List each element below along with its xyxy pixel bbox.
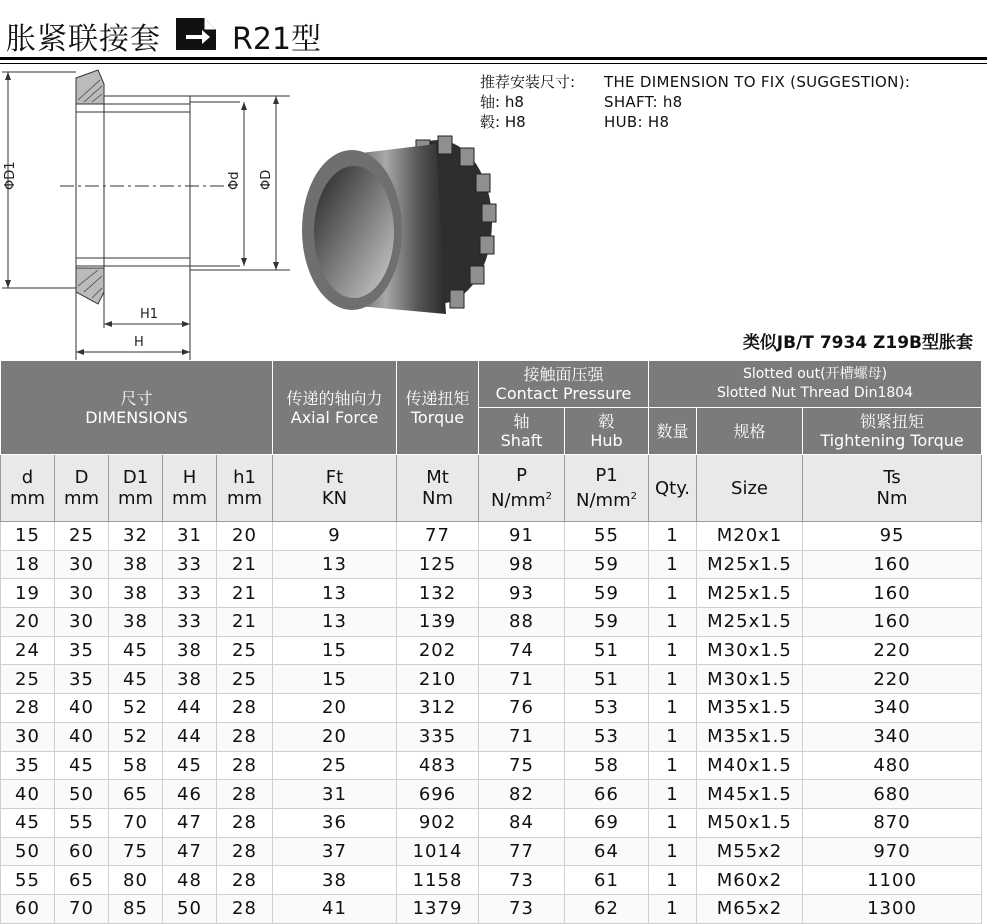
table-cell: 220 <box>803 665 982 694</box>
column-header <box>397 455 479 522</box>
table-cell: 52 <box>109 722 163 751</box>
axial-force-header <box>273 361 397 455</box>
column-unit-text: N/mm <box>491 490 546 511</box>
table-cell: 75 <box>479 751 565 780</box>
table-cell: 1 <box>649 866 697 895</box>
table-cell: M25x1.5 <box>697 608 803 637</box>
table-cell: 37 <box>273 837 397 866</box>
table-cell: 38 <box>109 550 163 579</box>
table-cell: 58 <box>565 751 649 780</box>
size-cn: 规格 <box>733 421 766 441</box>
table-body <box>1 522 982 924</box>
table-cell: 59 <box>565 550 649 579</box>
shaft-header <box>479 408 565 455</box>
column-unit-text: mm <box>117 488 154 509</box>
header-row-1 <box>1 361 982 408</box>
column-header <box>697 455 803 522</box>
column-header <box>163 455 217 522</box>
table-cell: M25x1.5 <box>697 579 803 608</box>
table-cell: 20 <box>217 522 273 551</box>
table-cell: 15 <box>1 522 55 551</box>
column-unit <box>565 486 648 511</box>
table-cell: 38 <box>273 866 397 895</box>
table-cell: 77 <box>397 522 479 551</box>
table-cell: M60x2 <box>697 866 803 895</box>
hub-header <box>565 408 649 455</box>
table-cell: 46 <box>163 780 217 809</box>
table-cell: 84 <box>479 808 565 837</box>
table-cell: 70 <box>109 808 163 837</box>
table-cell: M40x1.5 <box>697 751 803 780</box>
table-cell: 13 <box>273 579 397 608</box>
table-cell: 64 <box>565 837 649 866</box>
table-row <box>1 780 982 809</box>
table-cell: 61 <box>565 866 649 895</box>
table-cell: 28 <box>1 694 55 723</box>
qty-cn: 数量 <box>656 421 689 441</box>
table-cell: 13 <box>273 608 397 637</box>
table-row <box>1 636 982 665</box>
table-row <box>1 722 982 751</box>
table-cell: 1 <box>649 694 697 723</box>
table-cell: 1 <box>649 780 697 809</box>
column-unit <box>1 488 54 509</box>
table-cell: 33 <box>163 608 217 637</box>
slotted-line1: Slotted out(开槽螺母) <box>742 366 888 382</box>
table-cell: 38 <box>163 636 217 665</box>
tightening-en: Tightening Torque <box>820 431 964 450</box>
title-rule <box>0 57 987 60</box>
table-cell: 28 <box>217 837 273 866</box>
table-cell: M45x1.5 <box>697 780 803 809</box>
column-header <box>217 455 273 522</box>
table-cell: 70 <box>55 894 109 923</box>
table-cell: 33 <box>163 550 217 579</box>
table-cell: 1100 <box>803 866 982 895</box>
table-cell: 60 <box>55 837 109 866</box>
table-cell: 44 <box>163 694 217 723</box>
table-cell: 335 <box>397 722 479 751</box>
table-cell: 1158 <box>397 866 479 895</box>
slotted-nut-header <box>649 361 982 408</box>
table-cell: 25 <box>1 665 55 694</box>
column-unit-text: mm <box>171 488 208 509</box>
table-cell: 73 <box>479 866 565 895</box>
column-symbol: Ts <box>883 467 901 488</box>
table-cell: 21 <box>217 550 273 579</box>
table-row <box>1 837 982 866</box>
contact-cn: 接触面压强 <box>523 365 604 384</box>
column-unit <box>55 488 108 509</box>
note-en: HUB: H8 <box>604 113 670 131</box>
table-cell: 44 <box>163 722 217 751</box>
table-row <box>1 808 982 837</box>
table-cell: 1014 <box>397 837 479 866</box>
table-cell: 35 <box>55 665 109 694</box>
column-symbol: D <box>74 467 89 488</box>
table-cell: 35 <box>1 751 55 780</box>
table-cell: 28 <box>217 780 273 809</box>
table-cell: 65 <box>55 866 109 895</box>
table-cell: M35x1.5 <box>697 694 803 723</box>
table-cell: 40 <box>55 722 109 751</box>
torque-en: Torque <box>410 407 465 427</box>
column-header <box>109 455 163 522</box>
table-cell: 36 <box>273 808 397 837</box>
table-row <box>1 550 982 579</box>
table-cell: 62 <box>565 894 649 923</box>
column-unit-text: Nm <box>422 488 453 509</box>
table-cell: 55 <box>1 866 55 895</box>
column-unit-sup: 2 <box>630 491 637 502</box>
table-cell: 91 <box>479 522 565 551</box>
table-cell: 312 <box>397 694 479 723</box>
note-en: SHAFT: h8 <box>604 93 683 111</box>
table-cell: 21 <box>217 608 273 637</box>
table-cell: M50x1.5 <box>697 808 803 837</box>
note-cn: 推荐安装尺寸: <box>480 73 576 91</box>
table-cell: M25x1.5 <box>697 550 803 579</box>
qty-cn-header <box>649 408 697 455</box>
table-cell: 80 <box>109 866 163 895</box>
dimensions-cn: 尺寸 <box>120 388 153 408</box>
title-rule-thin <box>0 63 987 64</box>
column-header <box>803 455 982 522</box>
table-cell: 160 <box>803 579 982 608</box>
table-cell: 76 <box>479 694 565 723</box>
contact-en: Contact Pressure <box>495 384 632 403</box>
unit-header-row <box>1 455 982 522</box>
table-cell: 51 <box>565 665 649 694</box>
column-symbol: Mt <box>426 467 449 488</box>
table-cell: M30x1.5 <box>697 636 803 665</box>
table-cell: 870 <box>803 808 982 837</box>
table-cell: 1 <box>649 579 697 608</box>
column-header <box>649 455 697 522</box>
note-cn: 毂: H8 <box>480 113 526 131</box>
table-cell: 45 <box>163 751 217 780</box>
table-cell: 160 <box>803 550 982 579</box>
table-cell: 21 <box>217 579 273 608</box>
table-cell: 59 <box>565 608 649 637</box>
table-cell: 28 <box>217 808 273 837</box>
table-cell: 51 <box>565 636 649 665</box>
table-cell: 85 <box>109 894 163 923</box>
column-symbol: h1 <box>233 467 256 488</box>
note-cn: 轴: h8 <box>480 93 524 111</box>
table-cell: M30x1.5 <box>697 665 803 694</box>
dimensions-en: DIMENSIONS <box>85 407 188 427</box>
column-symbol: H <box>182 467 197 488</box>
table-cell: 40 <box>55 694 109 723</box>
table-cell: 28 <box>217 751 273 780</box>
table-cell: 38 <box>109 579 163 608</box>
table-cell: 220 <box>803 636 982 665</box>
table-cell: 71 <box>479 665 565 694</box>
table-cell: 902 <box>397 808 479 837</box>
table-cell: 35 <box>55 636 109 665</box>
table-cell: 696 <box>397 780 479 809</box>
table-cell: 65 <box>109 780 163 809</box>
table-cell: 38 <box>163 665 217 694</box>
table-cell: 125 <box>397 550 479 579</box>
table-cell: 483 <box>397 751 479 780</box>
table-cell: 88 <box>479 608 565 637</box>
table-row <box>1 751 982 780</box>
table-cell: 50 <box>163 894 217 923</box>
table-cell: 50 <box>55 780 109 809</box>
table-cell: 53 <box>565 694 649 723</box>
table-cell: 202 <box>397 636 479 665</box>
table-cell: M55x2 <box>697 837 803 866</box>
torque-cn: 传递扭矩 <box>405 388 470 408</box>
page-title: 胀紧联接套 <box>6 22 161 57</box>
table-cell: 93 <box>479 579 565 608</box>
table-cell: 1 <box>649 894 697 923</box>
table-row <box>1 894 982 923</box>
column-unit <box>273 488 396 509</box>
table-cell: 13 <box>273 550 397 579</box>
table-cell: 18 <box>1 550 55 579</box>
technical-drawing <box>0 66 290 360</box>
hub-en: Hub <box>590 431 623 450</box>
table-cell: 53 <box>565 722 649 751</box>
table-cell: 45 <box>1 808 55 837</box>
column-unit <box>803 488 981 509</box>
table-cell: 15 <box>273 636 397 665</box>
table-cell: 28 <box>217 694 273 723</box>
column-symbol: Size <box>731 477 768 499</box>
label-h: H <box>134 335 144 350</box>
shaft-en: Shaft <box>500 431 543 450</box>
axial-en: Axial Force <box>290 407 379 427</box>
column-header <box>1 455 55 522</box>
table-cell: 38 <box>109 608 163 637</box>
table-cell: 50 <box>1 837 55 866</box>
table-cell: 71 <box>479 722 565 751</box>
shaft-cn: 轴 <box>513 412 530 431</box>
table-cell: 31 <box>273 780 397 809</box>
column-symbol: d <box>21 467 34 488</box>
column-unit-text: mm <box>63 488 100 509</box>
table-cell: 82 <box>479 780 565 809</box>
table-row <box>1 522 982 551</box>
table-cell: 69 <box>565 808 649 837</box>
column-unit-text: N/mm <box>576 490 631 511</box>
table-cell: 680 <box>803 780 982 809</box>
table-cell: 75 <box>109 837 163 866</box>
table-cell: 47 <box>163 808 217 837</box>
table-cell: 19 <box>1 579 55 608</box>
table-cell: 210 <box>397 665 479 694</box>
table-cell: 45 <box>109 636 163 665</box>
table-cell: 9 <box>273 522 397 551</box>
table-row <box>1 694 982 723</box>
table-cell: M65x2 <box>697 894 803 923</box>
column-symbol: P <box>516 465 527 486</box>
table-cell: 33 <box>163 579 217 608</box>
table-cell: 55 <box>55 808 109 837</box>
table-row <box>1 608 982 637</box>
table-cell: 95 <box>803 522 982 551</box>
model-label: R21型 <box>232 22 322 57</box>
table-cell: M35x1.5 <box>697 722 803 751</box>
table-cell: 1 <box>649 751 697 780</box>
column-unit <box>109 488 162 509</box>
table-cell: 48 <box>163 866 217 895</box>
table-cell: 1 <box>649 608 697 637</box>
table-cell: 41 <box>273 894 397 923</box>
table-cell: 28 <box>217 894 273 923</box>
column-unit <box>397 488 478 509</box>
table-cell: 1 <box>649 722 697 751</box>
column-unit-text: KN <box>321 488 348 509</box>
column-header <box>273 455 397 522</box>
column-unit <box>479 486 564 511</box>
title-bar <box>0 0 987 60</box>
table-cell: 340 <box>803 722 982 751</box>
table-cell: 20 <box>273 694 397 723</box>
table-cell: 480 <box>803 751 982 780</box>
arrow-doc-icon <box>176 18 216 50</box>
table-cell: 31 <box>163 522 217 551</box>
table-cell: 30 <box>55 579 109 608</box>
column-header <box>565 455 649 522</box>
table-cell: 1300 <box>803 894 982 923</box>
table-cell: 139 <box>397 608 479 637</box>
column-unit <box>217 488 272 509</box>
torque-header <box>397 361 479 455</box>
table-cell: 32 <box>109 522 163 551</box>
table-cell: M20x1 <box>697 522 803 551</box>
table-cell: 66 <box>565 780 649 809</box>
table-cell: 1 <box>649 837 697 866</box>
table-cell: 1 <box>649 550 697 579</box>
table-cell: 30 <box>55 550 109 579</box>
table-row <box>1 579 982 608</box>
table-cell: 20 <box>273 722 397 751</box>
column-header <box>479 455 565 522</box>
column-symbol: P1 <box>595 465 618 486</box>
table-cell: 30 <box>55 608 109 637</box>
table-cell: 1 <box>649 665 697 694</box>
table-cell: 1 <box>649 808 697 837</box>
label-phi-D: ΦD <box>259 169 274 190</box>
table-cell: 98 <box>479 550 565 579</box>
table-cell: 1379 <box>397 894 479 923</box>
table-cell: 45 <box>55 751 109 780</box>
column-unit-sup: 2 <box>545 491 552 502</box>
column-symbol: Qty. <box>654 477 691 499</box>
slotted-line2: Slotted Nut Thread Din1804 <box>716 385 914 401</box>
label-phi-d: Φd <box>227 171 242 190</box>
table-cell: 59 <box>565 579 649 608</box>
size-cn-header <box>697 408 803 455</box>
similar-standard-note: 类似JB/T 7934 Z19B型胀套 <box>742 333 973 353</box>
table-cell: 60 <box>1 894 55 923</box>
label-phi-d1: ΦD1 <box>3 161 18 190</box>
table-cell: 77 <box>479 837 565 866</box>
table-cell: 20 <box>1 608 55 637</box>
label-h1: H1 <box>140 307 159 322</box>
table-cell: 1 <box>649 522 697 551</box>
spec-table <box>0 360 982 924</box>
table-cell: 52 <box>109 694 163 723</box>
table-cell: 45 <box>109 665 163 694</box>
table-cell: 25 <box>217 636 273 665</box>
table-cell: 74 <box>479 636 565 665</box>
column-symbol: Ft <box>325 467 344 488</box>
table-cell: 25 <box>273 751 397 780</box>
tightening-header <box>803 408 982 455</box>
axial-cn: 传递的轴向力 <box>286 388 383 408</box>
contact-pressure-header <box>479 361 649 408</box>
table-row <box>1 866 982 895</box>
table-cell: 47 <box>163 837 217 866</box>
hub-cn: 毂 <box>598 412 615 431</box>
table-cell: 28 <box>217 722 273 751</box>
table-cell: 132 <box>397 579 479 608</box>
column-unit-text: mm <box>226 488 263 509</box>
note-en: THE DIMENSION TO FIX (SUGGESTION): <box>604 73 911 91</box>
column-unit-text: Nm <box>876 488 908 509</box>
table-cell: 24 <box>1 636 55 665</box>
table-cell: 55 <box>565 522 649 551</box>
table-cell: 970 <box>803 837 982 866</box>
table-cell: 30 <box>1 722 55 751</box>
table-cell: 15 <box>273 665 397 694</box>
table-cell: 340 <box>803 694 982 723</box>
table-cell: 28 <box>217 866 273 895</box>
table-cell: 25 <box>217 665 273 694</box>
column-unit <box>163 488 216 509</box>
table-cell: 25 <box>55 522 109 551</box>
table-cell: 40 <box>1 780 55 809</box>
column-symbol: D1 <box>122 467 149 488</box>
table-cell: 1 <box>649 636 697 665</box>
column-header <box>55 455 109 522</box>
table-cell: 58 <box>109 751 163 780</box>
column-unit-text: mm <box>9 488 46 509</box>
product-photo <box>296 134 504 324</box>
table-cell: 73 <box>479 894 565 923</box>
table-cell: 160 <box>803 608 982 637</box>
dimensions-header <box>1 361 273 455</box>
table-row <box>1 665 982 694</box>
tightening-cn: 锁紧扭矩 <box>860 412 925 431</box>
